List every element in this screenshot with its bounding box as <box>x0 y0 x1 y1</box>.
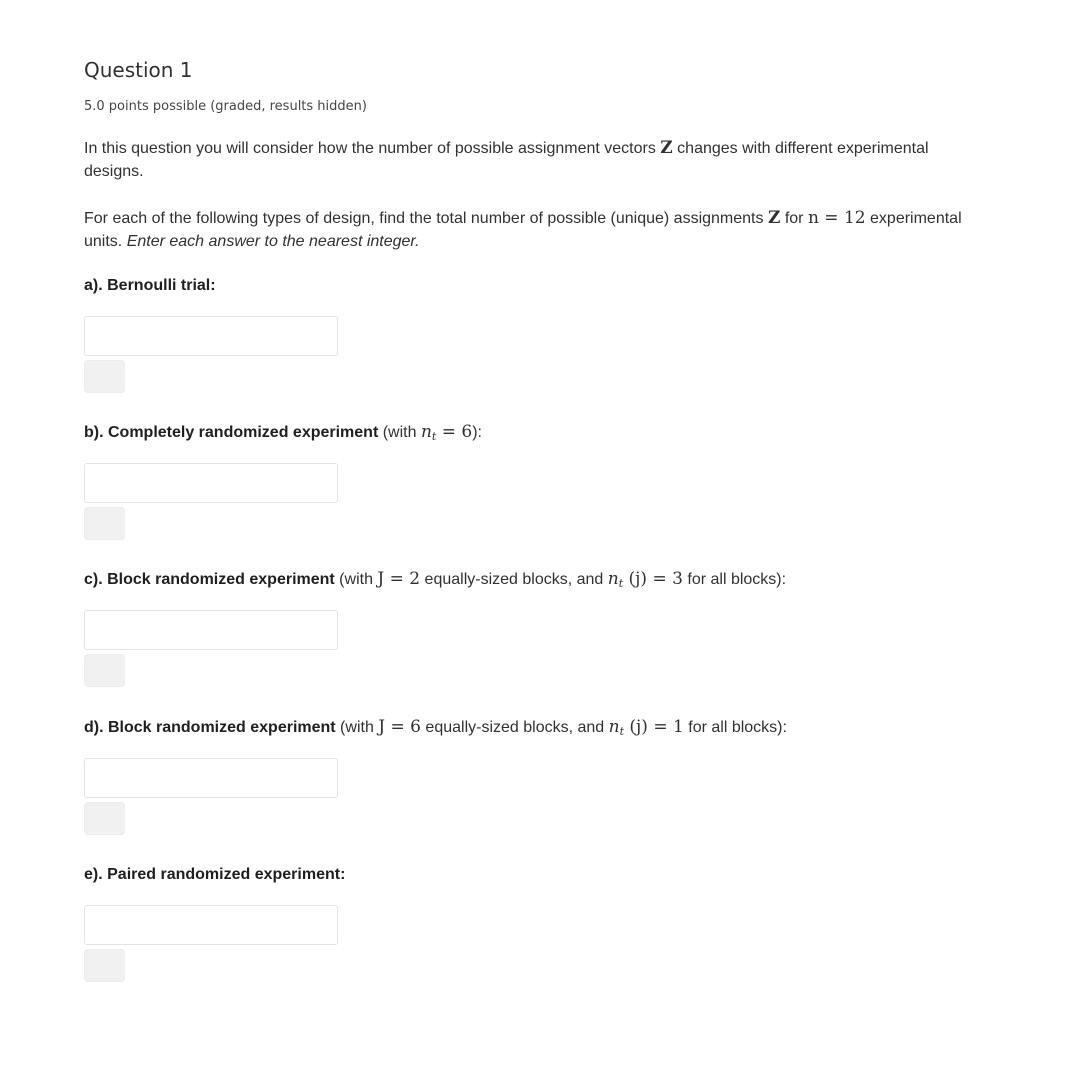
part-c-status-indicator <box>84 654 125 687</box>
part-c-answer-input[interactable] <box>84 610 338 650</box>
part-d-answer-input[interactable] <box>84 758 338 798</box>
part-a <box>84 274 984 297</box>
points-info: 5.0 points possible (graded, results hidden) <box>84 99 367 114</box>
answer-hint: Enter each answer to the nearest integer. <box>126 233 420 250</box>
part-b-label: b). Completely randomized experiment (with $n_t = 6$): <box>84 422 482 443</box>
part-a-label: a). Bernoulli trial: <box>84 277 216 294</box>
part-a-answer-input[interactable] <box>84 316 338 356</box>
problem-container <box>84 56 984 883</box>
math-expression: n = 12 <box>807 208 866 228</box>
part-b-answer-input[interactable] <box>84 463 338 503</box>
part-e-answer-input[interactable] <box>84 905 338 945</box>
part-d-status-indicator <box>84 802 125 835</box>
part-b-status-indicator <box>84 507 125 540</box>
question-title: Question 1 <box>84 58 193 82</box>
part-e <box>84 863 984 886</box>
intro-text: experimental units. <box>84 210 962 250</box>
intro-text: for <box>780 210 808 227</box>
part-c-label: c). Block randomized experiment (with J = 2 equally-sized blocks, and $n_t$ (j) = 3 for all blocks): <box>84 569 787 590</box>
intro-paragraph-2 <box>84 207 984 253</box>
intro-text: For each of the following types of design, find the total number of possible (unique) assignments <box>84 210 768 227</box>
intro-paragraph-1 <box>84 137 984 183</box>
intro-text: In this question you will consider how the number of possible assignment vectors <box>84 140 661 157</box>
part-a-status-indicator <box>84 360 125 393</box>
part-d <box>84 716 984 743</box>
part-c <box>84 568 984 595</box>
intro-text: changes with different experimental designs. <box>84 140 929 180</box>
part-e-label: e). Paired randomized experiment: <box>84 866 346 883</box>
part-d-label: d). Block randomized experiment (with J = 6 equally-sized blocks, and $n_t$ (j) = 1 for all blocks): <box>84 717 787 738</box>
part-b <box>84 421 984 448</box>
math-symbol: Z <box>767 208 781 228</box>
part-e-status-indicator <box>84 949 125 982</box>
math-symbol: Z <box>660 138 673 158</box>
